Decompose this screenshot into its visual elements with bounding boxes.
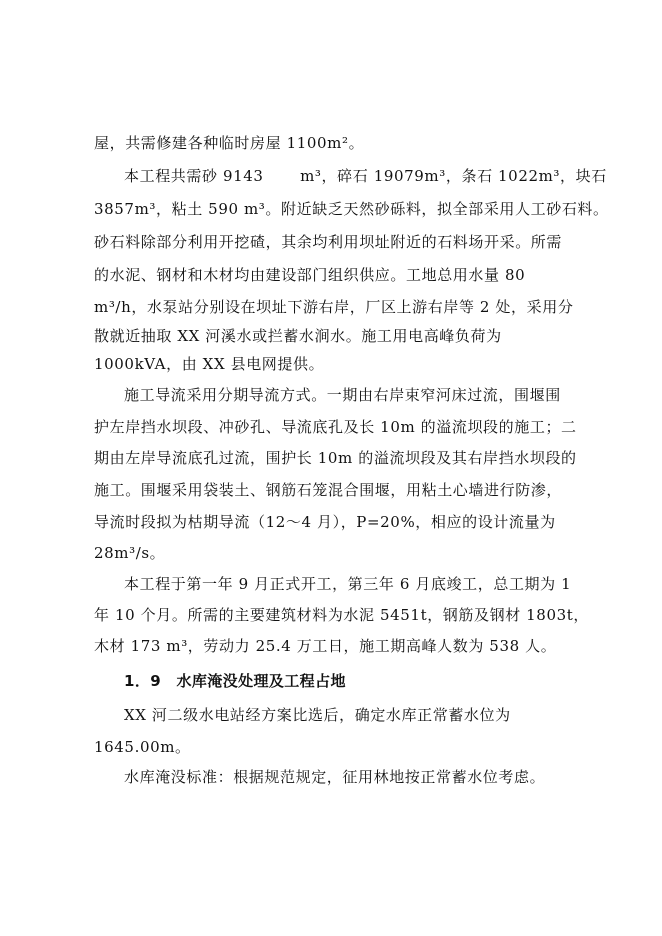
section-heading: 1．9 水库淹没处理及工程占地 — [124, 672, 346, 690]
paragraph-line: 本工程共需砂 9143 m³，碎石 19079m³，条石 1022m³，块石 — [124, 167, 607, 185]
paragraph-line: 屋，共需修建各种临时房屋 1100m²。 — [94, 134, 365, 152]
paragraph-line: 散就近抽取 XX 河溪水或拦蓄水涧水。施工用电高峰负荷为 — [94, 327, 502, 345]
paragraph-line: m³/h，水泵站分别设在坝址下游右岸，厂区上游右岸等 2 处，采用分 — [94, 298, 574, 316]
paragraph-line: 导流时段拟为枯期导流（12～4 月），P=20%，相应的设计流量为 — [94, 513, 556, 531]
paragraph-line: 1000kVA，由 XX 县电网提供。 — [94, 355, 325, 373]
paragraph-line: 施工导流采用分期导流方式。一期由右岸束窄河床过流，围堰围 — [124, 386, 561, 404]
paragraph-line: 28m³/s。 — [94, 544, 166, 562]
paragraph-line: 期由左岸导流底孔过流，围护长 10m 的溢流坝段及其右岸挡水坝段的 — [94, 449, 577, 467]
paragraph-line: 砂石料除部分利用开挖碴，其余均利用坝址附近的石料场开采。所需 — [94, 233, 563, 251]
paragraph-line: 的水泥、钢材和木材均由建设部门组织供应。工地总用水量 80 — [94, 266, 526, 284]
paragraph-line: 护左岸挡水坝段、冲砂孔、导流底孔及长 10m 的溢流坝段的施工；二 — [94, 418, 577, 436]
paragraph-line: 水库淹没标准：根据规范规定，征用林地按正常蓄水位考虑。 — [124, 768, 546, 786]
paragraph-line: 年 10 个月。所需的主要建筑材料为水泥 5451t，钢筋及钢材 1803t， — [94, 606, 589, 624]
paragraph-line: 木材 173 m³，劳动力 25.4 万工日，施工期高峰人数为 538 人。 — [94, 637, 557, 655]
paragraph-line: XX 河二级水电站经方案比选后，确定水库正常蓄水位为 — [124, 706, 511, 724]
paragraph-line: 本工程于第一年 9 月正式开工，第三年 6 月底竣工，总工期为 1 — [124, 575, 572, 593]
paragraph-line: 1645.00m。 — [94, 738, 191, 756]
paragraph-line: 3857m³，粘土 590 m³。附近缺乏天然砂砾料，拟全部采用人工砂石料。 — [94, 200, 609, 218]
paragraph-line: 施工。围堰采用袋装土、钢筋石笼混合围堰，用粘土心墙进行防渗， — [94, 481, 563, 499]
